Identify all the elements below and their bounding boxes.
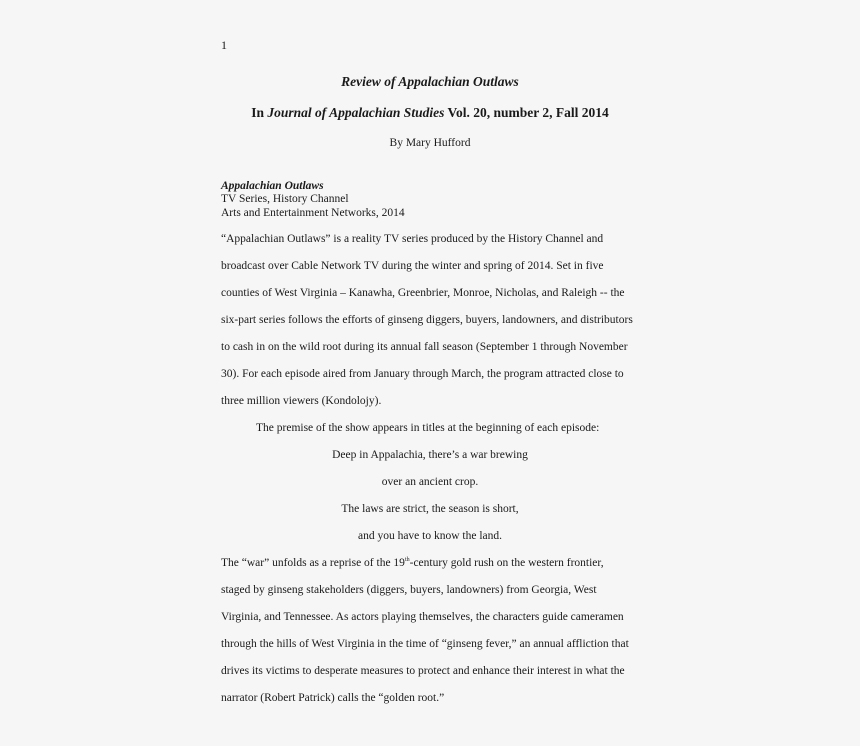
text-segment: -century gold rush on the western frontier, (409, 557, 604, 569)
paragraph-line: 30). For each episode aired from January through March, the program attracted close to (221, 368, 624, 380)
quote-line: over an ancient crop. (381, 476, 479, 488)
journal-name: Journal of Appalachian Studies (267, 105, 445, 120)
page-number: 1 (221, 38, 227, 52)
paragraph-line: drives its victims to desperate measures to protect and enhance their interest in what the (221, 665, 625, 677)
paragraph-intro: The premise of the show appears in titles at the beginning of each episode: (256, 422, 600, 434)
work-info-line: TV Series, History Channel (221, 193, 349, 205)
paragraph-line: through the hills of West Virginia in the time of “ginseng fever,” an annual affliction that (221, 638, 629, 650)
work-info-line: Arts and Entertainment Networks, 2014 (221, 207, 405, 219)
superscript: th (404, 557, 410, 563)
paragraph-line: three million viewers (Kondolojy). (221, 395, 382, 407)
paragraph-line: broadcast over Cable Network TV during the winter and spring of 2014. Set in five (221, 260, 604, 272)
paragraph-line: narrator (Robert Patrick) calls the “golden root.” (221, 692, 445, 704)
paragraph-line: six-part series follows the efforts of ginseng diggers, buyers, landowners, and distributors (221, 314, 633, 326)
work-title: Appalachian Outlaws (221, 180, 324, 192)
paragraph-line: to cash in on the wild root during its annual fall season (September 1 through November (221, 341, 628, 353)
quote-line: The laws are strict, the season is short, (341, 503, 519, 515)
paragraph-line: Virginia, and Tennessee. As actors playing themselves, the characters guide cameramen (221, 611, 624, 623)
subtitle-issue: Vol. 20, number 2, Fall 2014 (444, 105, 609, 120)
paragraph-line: “Appalachian Outlaws” is a reality TV series produced by the History Channel and (221, 233, 604, 245)
paragraph-line (221, 557, 604, 569)
quote-line: and you have to know the land. (357, 530, 503, 542)
paragraph-line: counties of West Virginia – Kanawha, Greenbrier, Monroe, Nicholas, and Raleigh -- the (221, 287, 625, 299)
byline: By Mary Hufford (389, 137, 471, 149)
paragraph-line: staged by ginseng stakeholders (diggers, buyers, landowners) from Georgia, West (221, 584, 597, 596)
subtitle-prefix: In (251, 105, 268, 120)
text-segment: The “war” unfolds as a reprise of the 19 (221, 557, 405, 569)
quote-line: Deep in Appalachia, there’s a war brewing (332, 449, 528, 461)
document-subtitle (0, 105, 860, 121)
document-title: Review of Appalachian Outlaws (341, 74, 519, 89)
